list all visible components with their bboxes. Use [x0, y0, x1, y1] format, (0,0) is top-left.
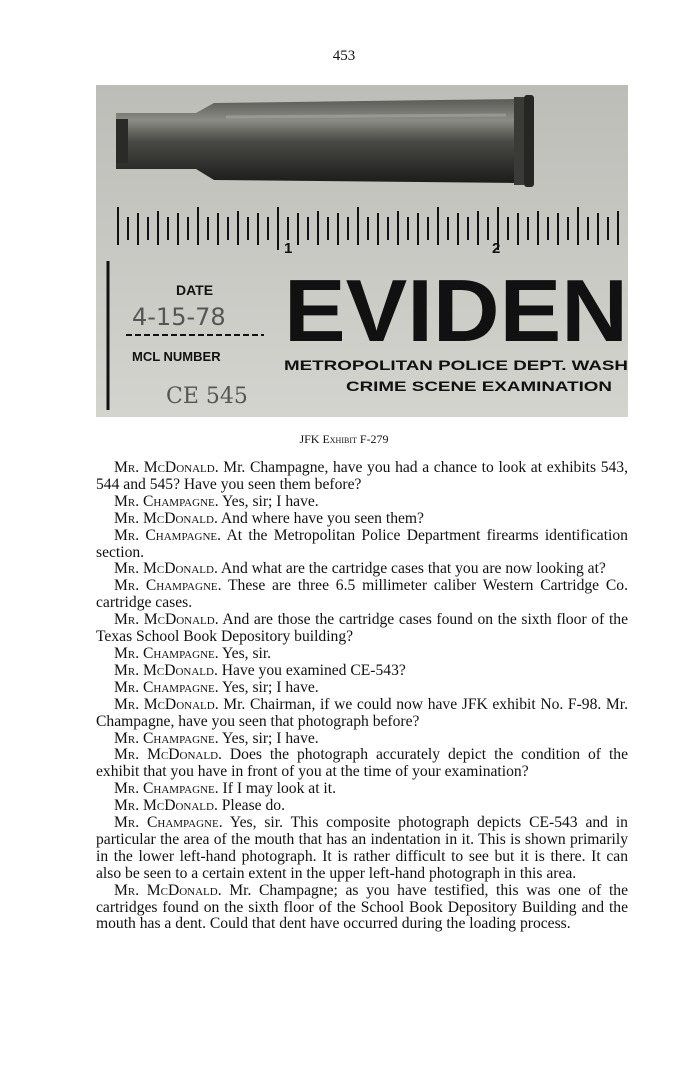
speaker-name: Mr. McDonald.	[114, 661, 218, 679]
testimony-paragraph	[96, 781, 628, 798]
testimony-paragraph	[96, 815, 628, 883]
speech-text: These are three 6.5 millimeter caliber Western Cartridge Co. cartridge cases.	[96, 577, 628, 612]
speaker-name: Mr. McDonald.	[114, 611, 219, 629]
caption-prefix: JFK	[299, 432, 323, 446]
testimony-paragraph	[96, 798, 628, 815]
speaker-name: Mr. Champagne.	[114, 644, 219, 662]
ruler-mark-1: 1	[284, 240, 293, 257]
testimony-paragraph	[96, 646, 628, 663]
speech-text: Yes, sir.	[218, 644, 272, 662]
speech-text: Have you examined CE-543?	[217, 661, 406, 679]
testimony-paragraph	[96, 578, 628, 612]
testimony-paragraph	[96, 731, 628, 748]
speaker-name: Mr. Champagne.	[114, 526, 222, 544]
speech-text: Yes, sir; I have.	[218, 729, 319, 747]
speaker-name: Mr. Champagne.	[114, 492, 219, 510]
testimony-paragraph	[96, 528, 628, 562]
speaker-name: Mr. McDonald.	[114, 695, 219, 713]
speaker-name: Mr. McDonald.	[114, 560, 218, 578]
speaker-name: Mr. Champagne.	[114, 814, 223, 832]
page-number: 453	[332, 48, 356, 64]
speaker-name: Mr. Champagne.	[114, 729, 219, 747]
department-line-2: CRIME SCENE EXAMINATION	[346, 378, 612, 394]
testimony-paragraph	[96, 663, 628, 680]
speech-text: And are those the cartridge cases found on the sixth floor of the Texas School Book Depository building?	[96, 611, 628, 646]
date-label: DATE	[176, 282, 214, 298]
testimony-transcript	[96, 460, 628, 933]
testimony-paragraph	[96, 511, 628, 528]
speaker-name: Mr. McDonald.	[114, 881, 222, 899]
ruler-mark-2: 2	[492, 240, 501, 257]
testimony-paragraph	[96, 561, 628, 578]
speaker-name: Mr. McDonald.	[114, 459, 219, 476]
speech-text: Please do.	[217, 797, 285, 815]
testimony-paragraph	[96, 612, 628, 646]
department-line-1: METROPOLITAN POLICE DEPT. WASH	[284, 357, 628, 373]
testimony-paragraph	[96, 747, 628, 781]
speaker-name: Mr. McDonald.	[114, 797, 218, 815]
speaker-name: Mr. McDonald.	[114, 746, 222, 764]
testimony-paragraph	[96, 460, 628, 494]
testimony-paragraph	[96, 883, 628, 934]
testimony-paragraph	[96, 494, 628, 511]
speech-text: Yes, sir; I have.	[218, 678, 319, 696]
speaker-name: Mr. McDonald.	[114, 509, 218, 527]
caption-number: F-279	[356, 432, 389, 446]
date-value: 4-15-78	[132, 303, 226, 331]
testimony-paragraph	[96, 697, 628, 731]
speaker-name: Mr. Champagne.	[114, 577, 222, 595]
speaker-name: Mr. Champagne.	[114, 678, 219, 696]
caption-word: Exhibit	[322, 432, 357, 446]
speech-text: And where have you seen them?	[217, 509, 424, 527]
exhibit-caption	[0, 432, 688, 447]
speech-text: Does the photograph accurately depict the condition of the exhibit that you have in front of you at the time of your examination?	[96, 746, 628, 781]
exhibit-photograph	[96, 85, 628, 417]
speech-text: Mr. Champagne; as you have testified, this was one of the cartridges found on the sixth floor of the School Book Depository Building and the mouth has a dent. Could that dent have occurred during the loading process.	[96, 881, 629, 933]
testimony-paragraph	[96, 680, 628, 697]
speech-text: Yes, sir. This composite photograph depicts CE-543 and in particular the area of the mouth that has an indentation in it. This is shown primarily in the lower left-hand photograph. It is rather difficult to see but it is there. It can also be seen to a certain extent in the upper left-hand photograph in this area.	[96, 814, 628, 882]
speaker-name: Mr. Champagne.	[114, 780, 219, 798]
speech-text: And what are the cartridge cases that you are now looking at?	[217, 560, 606, 578]
speech-text: Mr. Chairman, if we could now have JFK exhibit No. F-98. Mr. Champagne, have you seen that photograph before?	[96, 695, 628, 730]
speech-text: Mr. Champagne, have you had a chance to look at exhibits 543, 544 and 545? Have you seen them before?	[96, 459, 628, 493]
speech-text: If I may look at it.	[218, 780, 336, 798]
speech-text: At the Metropolitan Police Department firearms identification section.	[96, 526, 628, 561]
evidence-tag	[108, 261, 628, 410]
speech-text: Yes, sir; I have.	[218, 492, 319, 510]
mcl-value: CE 545	[166, 384, 248, 409]
mcl-label: MCL NUMBER	[132, 349, 221, 364]
evidence-heading: EVIDEN	[284, 261, 628, 360]
